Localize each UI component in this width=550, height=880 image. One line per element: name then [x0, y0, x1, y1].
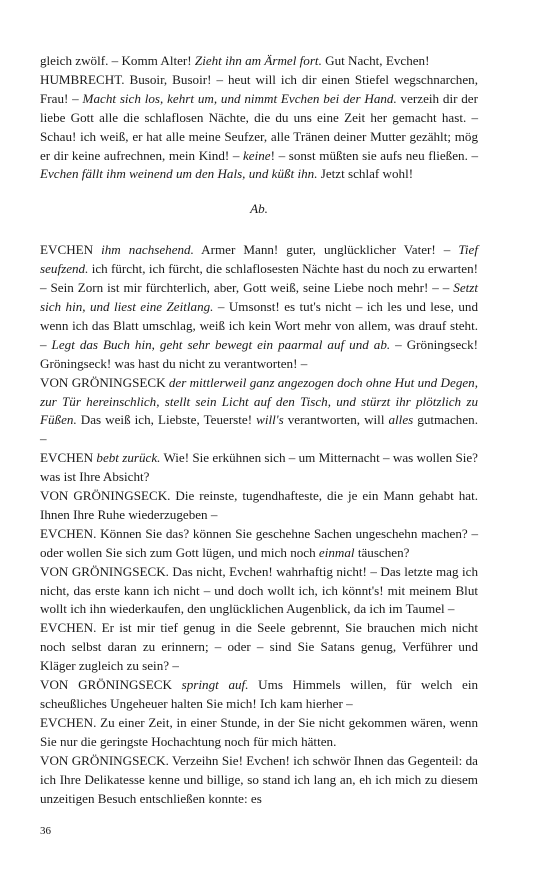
italic-text: springt auf.	[181, 677, 249, 693]
text-run: EVCHEN	[40, 242, 102, 258]
paragraph	[40, 525, 478, 563]
text-run: EVCHEN. Können Sie das? können Sie geschehne Sachen ungeschehn machen? – oder wollen Sie sich zum Gott lügen, und mich noch	[40, 525, 478, 560]
stage-direction-centered	[40, 200, 478, 219]
paragraph	[40, 619, 478, 676]
text-run: verantworten, will	[283, 412, 389, 428]
text-run: VON GRÖNINGSECK. Verzeihn Sie! Evchen! ich schwör Ihnen das Gegenteil: da ich Ihre Delikatesse kenne und billige, so stand ich lang an, eh ich mich zu diesem unzeitigen Besuch entschließen konnte: es	[40, 752, 478, 806]
italic-text: keine	[243, 147, 271, 163]
text-run: HUMBRECHT. Busoir, Busoir! – heut will ich dir einen Stiefel wegschnarchen, Frau! –	[40, 71, 478, 106]
italic-text: Ab.	[250, 201, 268, 217]
text-run: verzeih dir der liebe Gott alle die schlaflosen Nächte, die du uns eine Zeit her gemacht hast. – Schau! ich weiß, er hat alle meine Seufzer, alle Tränen deiner Mutter gezählt; mög er dir keine aufrechnen, mein Kind! –	[40, 90, 478, 163]
paragraph	[40, 241, 478, 373]
italic-text: Zieht ihn am Ärmel fort.	[194, 53, 322, 68]
text-run: – Gröningseck! Gröningseck! was hast du nicht zu verantworten! –	[40, 336, 478, 371]
italic-text: ihm nachsehend.	[101, 242, 194, 258]
paragraph	[40, 487, 478, 525]
paragraph	[40, 449, 478, 487]
italic-text: einmal	[318, 544, 355, 560]
text-run: gleich zwölf. – Komm Alter!	[40, 53, 195, 68]
text-run: ! – sonst müßten sie aufs neu fließen. –	[270, 147, 478, 163]
paragraph	[40, 71, 478, 184]
italic-text: der mittlerweil ganz angezogen doch ohne Hut und Degen, zur Tür hereinschlich, stellt sein Licht auf den Tisch, und stürzt ihr plötzlich zu Füßen.	[40, 374, 478, 428]
text-run: Gut Nacht, Evchen!	[321, 53, 430, 68]
paragraph	[40, 563, 478, 620]
text-run: VON GRÖNINGSECK	[40, 374, 169, 390]
text-run: VON GRÖNINGSECK	[40, 677, 182, 693]
text-run: täuschen?	[354, 544, 410, 560]
text-run: VON GRÖNINGSECK. Das nicht, Evchen! wahrhaftig nicht! – Das letzte mag ich nicht, das erste kann ich nicht – und doch wollt ich, ich könnt's! mit meinem Blut wollt ich ihn wiederkaufen, den unglücklichen Augenblick, da ich im Taumel –	[40, 563, 478, 617]
text-run: Das weiß ich, Liebste, Teuerste!	[76, 412, 257, 428]
text-run: VON GRÖNINGSECK. Die reinste, tugendhafteste, die je ein Mann gehabt hat. Ihnen Ihre Ruhe wiederzugeben –	[40, 488, 478, 522]
paragraph	[40, 714, 478, 752]
italic-text: Macht sich los, kehrt um, und nimmt Evchen bei der Hand.	[82, 90, 397, 106]
text-run: Ums Himmels willen, für welch ein scheußliches Ungeheuer halten Sie mich! Ich kam hierher –	[40, 677, 478, 711]
paragraph	[40, 676, 478, 714]
text-run: EVCHEN	[40, 450, 97, 466]
italic-text: bebt zurück.	[96, 450, 161, 466]
italic-text: will's	[256, 412, 284, 428]
body-text	[40, 52, 478, 808]
text-run: EVCHEN. Er ist mir tief genug in die Seele gebrennt, Sie brauchen mich nicht noch selbst daran zu erinnern; – oder – sind Sie Satans genug, Verführer und Kläger zugleich zu sein? –	[40, 620, 478, 674]
italic-text: Evchen fällt ihm weinend um den Hals, und küßt ihn.	[40, 166, 318, 182]
text-run: ich fürcht, ich fürcht, die schlaflosesten Nächte hast du noch zu erwarten! – Sein Zorn ist mir fürchterlich, aber, Gott weiß, seine Liebe noch mehr! – –	[40, 261, 478, 296]
text-run: Jetzt schlaf wohl!	[317, 166, 414, 182]
italic-text: alles	[388, 412, 414, 428]
text-run: EVCHEN. Zu einer Zeit, in einer Stunde, in der Sie nicht gekommen wären, wenn Sie nur die geringste Hochachtung noch für mich hätten.	[40, 714, 478, 749]
text-run: Armer Mann! guter, unglücklicher Vater! –	[193, 242, 459, 258]
paragraph	[40, 752, 478, 809]
page-number: 36	[40, 825, 51, 837]
italic-text: Setzt sich hin, und liest eine Zeitlang.	[40, 280, 478, 314]
italic-text: Legt das Buch hin, geht sehr bewegt ein paarmal auf und ab.	[51, 336, 391, 352]
text-run: gutmachen. –	[40, 412, 478, 447]
text-run: – Umsonst! es tut's nicht – ich les und lese, und wenn ich das Blatt umschlag, weiß ich kein Wort mehr von allem, was drauf steht. –	[40, 298, 478, 352]
italic-text: Tief seufzend.	[40, 242, 478, 277]
text-run: Wie! Sie erkühnen sich – um Mitternacht – was wollen Sie? was ist Ihre Absicht?	[40, 450, 478, 485]
paragraph	[40, 52, 478, 71]
paragraph	[40, 374, 478, 450]
